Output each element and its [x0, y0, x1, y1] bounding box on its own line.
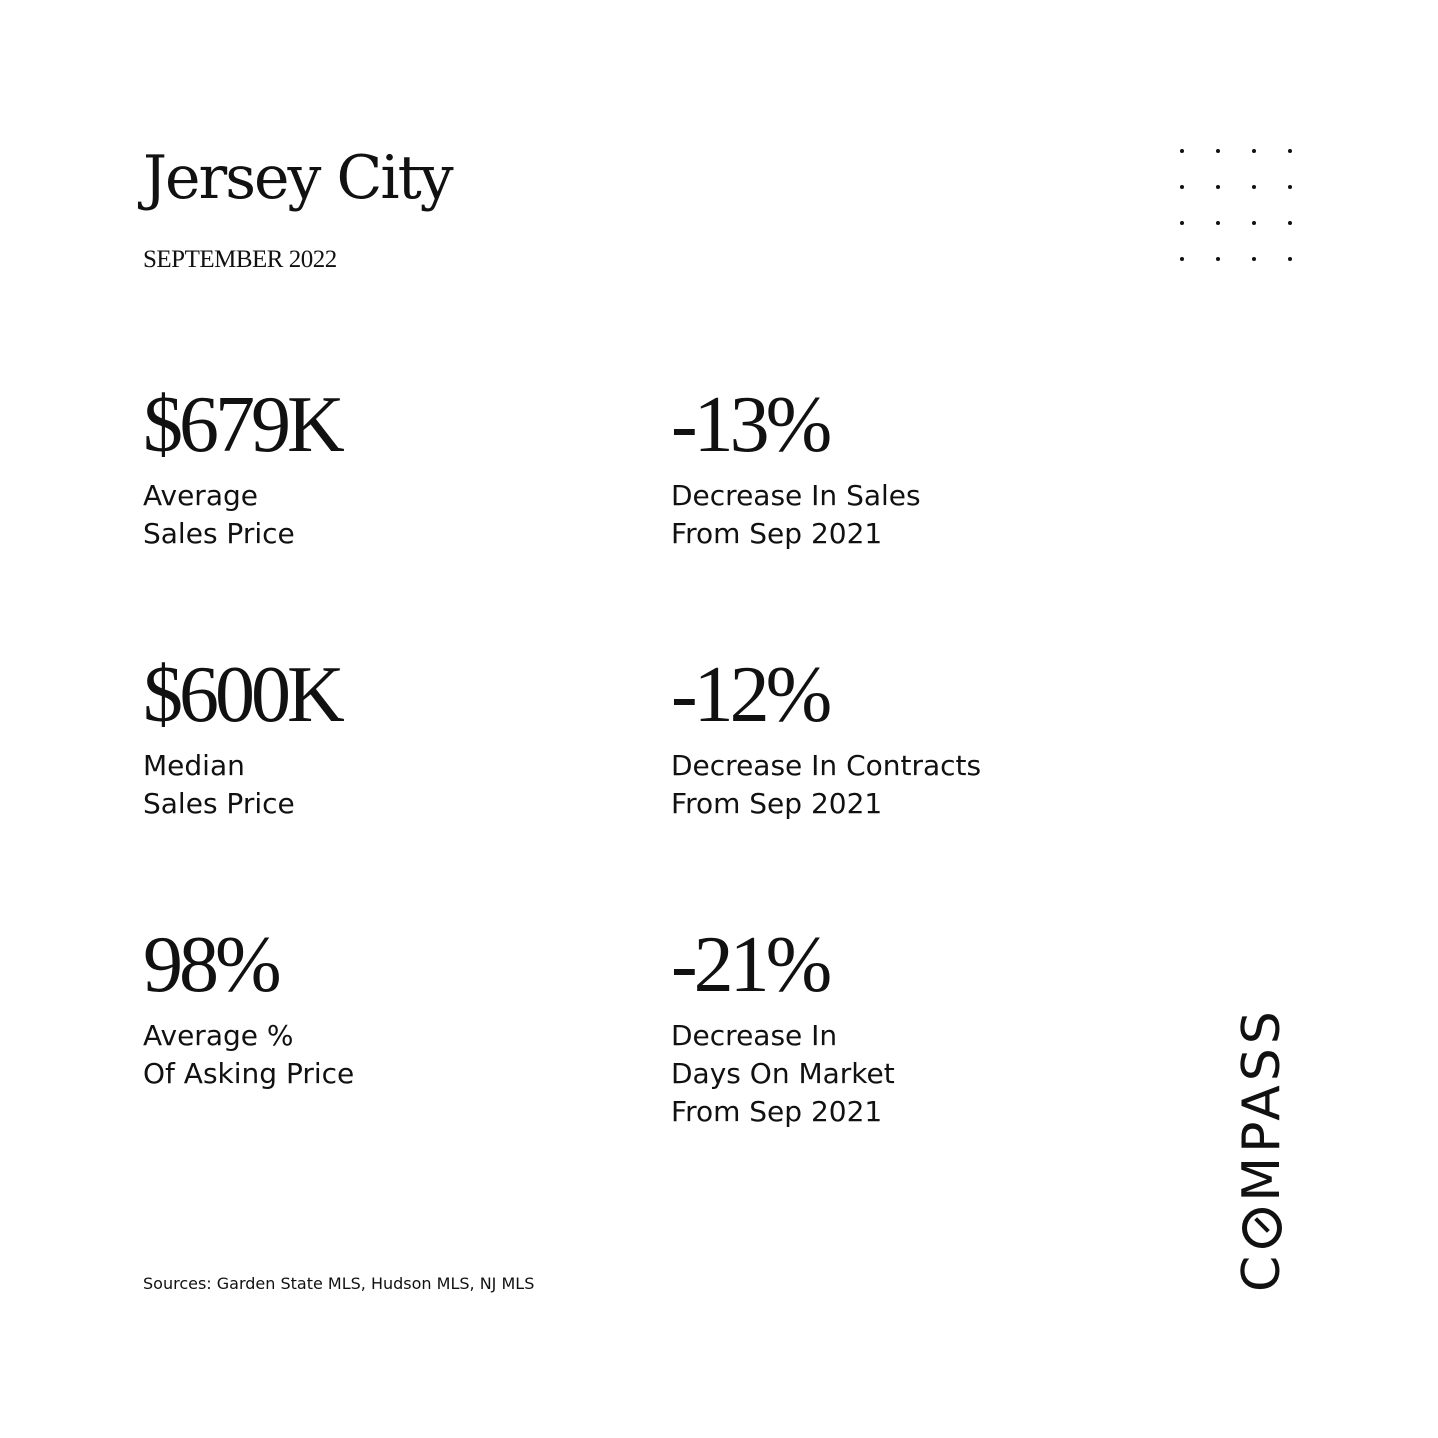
stat-label-line: From Sep 2021 [671, 787, 883, 820]
stat-sales-change [671, 381, 921, 553]
page-subtitle-date: SEPTEMBER 2022 [143, 246, 337, 273]
dot [1252, 257, 1256, 261]
dot [1288, 257, 1292, 261]
stat-median-sales-price [143, 651, 341, 823]
sources-note: Sources: Garden State MLS, Hudson MLS, NJ MLS [143, 1274, 535, 1293]
stat-value: -13% [671, 381, 829, 469]
dot [1216, 221, 1220, 225]
dot [1216, 257, 1220, 261]
dot [1180, 149, 1184, 153]
dot [1216, 185, 1220, 189]
dot [1180, 221, 1184, 225]
stat-label-line: Of Asking Price [143, 1057, 355, 1090]
stat-label-line: Decrease In Sales [671, 479, 921, 512]
stat-label-line: Decrease In Contracts [671, 749, 982, 782]
stat-value: -21% [671, 921, 829, 1009]
dot [1252, 185, 1256, 189]
stat-label [671, 1017, 895, 1131]
stat-value: -12% [671, 651, 829, 739]
stat-label-line: Sales Price [143, 517, 295, 550]
compass-o-icon [1242, 1208, 1282, 1248]
stat-label [671, 747, 981, 823]
stat-label-line: Days On Market [671, 1057, 895, 1090]
dot [1216, 149, 1220, 153]
dot [1288, 149, 1292, 153]
stat-average-sales-price [143, 381, 341, 553]
stat-days-on-market-change [671, 921, 895, 1131]
stat-label [143, 477, 341, 553]
stat-label-line: Average % [143, 1019, 294, 1052]
stat-label [671, 477, 921, 553]
stat-contracts-change [671, 651, 982, 823]
compass-logo [1232, 1007, 1292, 1292]
stat-percent-of-asking [143, 921, 355, 1093]
dot [1180, 257, 1184, 261]
dot [1252, 221, 1256, 225]
stat-label [143, 747, 341, 823]
dot-grid-icon [1176, 145, 1296, 265]
stat-value: $600K [143, 651, 341, 739]
stat-value: $679K [143, 381, 341, 469]
logo-text-start: C [1232, 1251, 1292, 1292]
stat-label-line: From Sep 2021 [671, 517, 883, 550]
logo-text-end: MPASS [1232, 1007, 1292, 1202]
dot [1180, 185, 1184, 189]
stat-label-line: Decrease In [671, 1019, 838, 1052]
page-title: Jersey City [143, 143, 452, 213]
stat-label-line: Median [143, 749, 245, 782]
stat-label-line: From Sep 2021 [671, 1095, 883, 1128]
dot [1252, 149, 1256, 153]
stat-value: 98% [143, 921, 278, 1009]
stat-label [143, 1017, 354, 1093]
dot [1288, 221, 1292, 225]
stat-label-line: Sales Price [143, 787, 295, 820]
stat-label-line: Average [143, 479, 258, 512]
dot [1288, 185, 1292, 189]
